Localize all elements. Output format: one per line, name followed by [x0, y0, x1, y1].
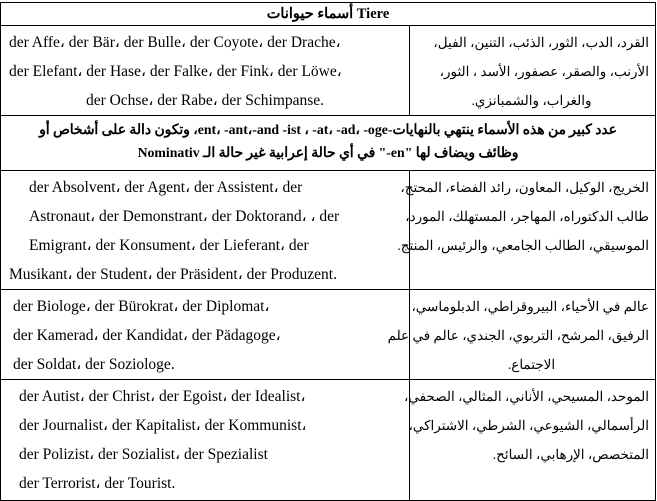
table-row-animals	[1, 26, 656, 116]
german-line: der Ochse، der Rabe، der Schimpanse.	[85, 92, 325, 109]
arabic-line: الاجتماع.	[507, 357, 556, 372]
arabic-line: الرفيق، المرشح، التربوي، الجندي، عالم في علم	[387, 328, 649, 343]
note-line: وظائف ويضاف لها "en-" في أي حالة إعرابية غير حالة الـ Nominativ	[137, 145, 519, 160]
arabic-cell-animals	[410, 26, 656, 116]
german-line: der Journalist، der Kapitalist، der Kommunist،	[19, 417, 307, 434]
arabic-line: والغراب، والشمبانزي.	[471, 93, 592, 108]
arabic-line: القرد، الدب، الثور، الذئب، التنين، الفيل،	[433, 35, 649, 50]
arabic-cell-ist	[403, 380, 656, 501]
table-title: أسماء حيوانات Tiere	[1, 3, 656, 26]
arabic-line: الأرنب، والصقر، عصفور، الأسد ، الثور،	[439, 64, 649, 79]
grammar-note	[1, 116, 656, 171]
german-cell-ent-ant	[1, 171, 410, 290]
german-line: der Soldat، der Soziologe.	[13, 356, 175, 373]
german-line: der Absolvent، der Agent، der Assistent، der	[29, 179, 303, 196]
german-line: der Elefant، der Hase، der Falke، der Fink، der Löwe،	[9, 63, 342, 80]
note-line: عدد كبير من هذه الأسماء ينتهي بالنهايات-ent، -ant،-and -ist ، -at، -ad، -oge، وتكون دالة على أشخاص أو	[39, 122, 617, 137]
german-line: Emigrant، der Konsument، der Lieferant، der	[29, 237, 309, 254]
german-cell-oge-at	[1, 290, 410, 380]
arabic-line: الخريج، الوكيل، المعاون، رائد الفضاء، المحتج،	[400, 180, 649, 195]
german-cell-animals	[1, 26, 410, 116]
arabic-line: الرأسمالي، الشيوعي، الشرطي، الاشتراكي،	[408, 418, 649, 433]
arabic-line: الموحد، المسيحي، الأناني، المثالي، الصحفي،	[403, 389, 649, 404]
german-line: Musikant، der Student، der Präsident، der Produzent.	[9, 266, 337, 283]
german-line: der Affe، der Bär، der Bulle، der Coyote، der Drache،	[9, 34, 341, 51]
table-row-ist	[1, 380, 656, 501]
arabic-cell-ent-ant	[397, 171, 656, 290]
vocabulary-table	[0, 2, 656, 501]
table-row-note	[1, 116, 656, 171]
arabic-line: طالب الدكتوراه، المهاجر، المستهلك، المورد،	[405, 209, 649, 224]
german-cell-ist	[1, 380, 410, 501]
arabic-cell-oge-at	[387, 290, 656, 380]
german-line: der Polizist، der Sozialist، der Spezialist	[19, 446, 268, 463]
arabic-line: عالم في الأحياء، البيروقراطي، الدبلوماسي،	[411, 299, 649, 314]
german-line: der Kamerad، der Kandidat، der Pädagoge،	[13, 327, 281, 344]
arabic-line: الموسيقي، الطالب الجامعي، والرئيس، المنتج.	[397, 238, 649, 253]
german-line: der Autist، der Christ، der Egoist، der Idealist،	[19, 388, 306, 405]
table-row-ent-ant	[1, 171, 656, 290]
table-header-row	[1, 3, 656, 26]
arabic-line: المتخصص، الإرهابي، السائح.	[492, 447, 649, 462]
german-line: der Biologe، der Bürokrat، der Diplomat،	[13, 298, 270, 315]
table-row-oge-at	[1, 290, 656, 380]
german-line: Astronaut، der Demonstrant، der Doktorand، ، der	[29, 208, 340, 225]
german-line: der Terrorist، der Tourist.	[19, 475, 176, 492]
